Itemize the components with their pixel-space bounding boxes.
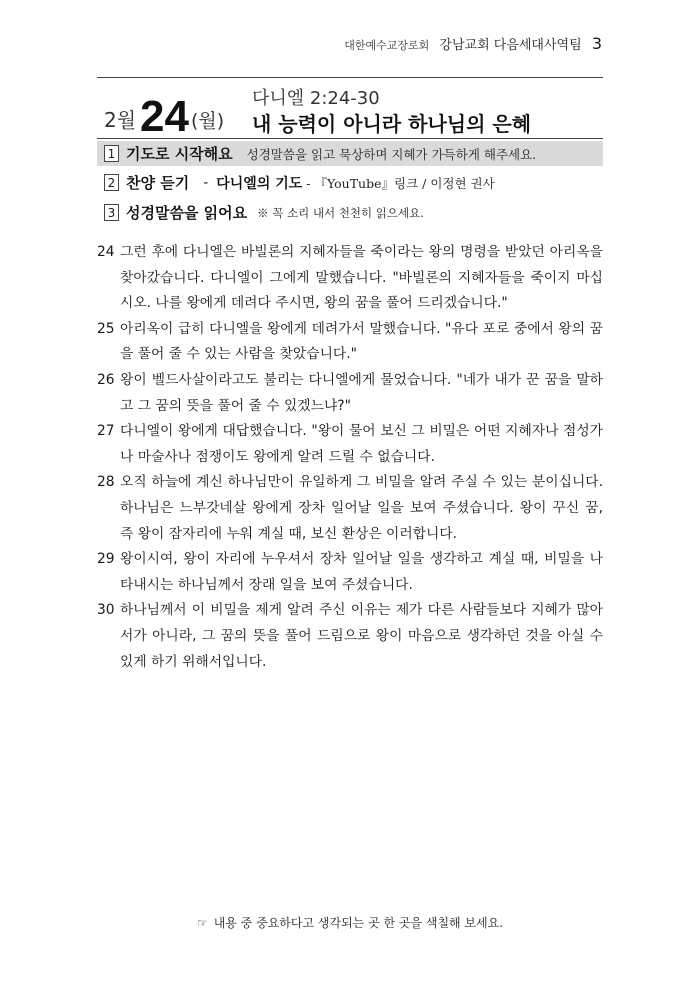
page-number: 3	[591, 34, 602, 53]
step-title: 찬양 듣기	[126, 174, 190, 192]
verse-text: 왕이시여, 왕이 자리에 누우셔서 장차 일어날 일을 생각하고 계실 때, 비밀을 나타내시는 하나님께서 장래 일을 보여 주셨습니다.	[120, 551, 603, 593]
step-dash: -	[203, 174, 209, 191]
reading-reference: 다니엘 2:24-30	[252, 88, 380, 109]
step-prayer	[97, 141, 603, 166]
step-title: 성경말씀을 읽어요	[126, 204, 248, 222]
step-note: ※ 꼭 소리 내서 천천히 읽으세요.	[257, 205, 424, 220]
verse	[97, 368, 603, 419]
verse-text: 아리옥이 급히 다니엘을 왕에게 데려가서 말했습니다. "유다 포로 중에서 왕의 꿈을 풀어 줄 수 있는 사람을 찾았습니다."	[120, 320, 603, 363]
verse	[97, 470, 603, 547]
org-name: 대한예수교장로회	[344, 39, 430, 52]
verse-text: 그런 후에 다니엘은 바빌론의 지혜자들을 죽이라는 왕의 명령을 받았던 아리옥을 찾아갔습니다. 다니엘이 그에게 말했습니다. "바빌론의 지혜자들을 죽이지 마십시오. 나를 왕에게 데려다 주시면, 왕의 꿈을 풀어 드리겠습니다."	[120, 244, 603, 312]
verse	[97, 240, 603, 317]
step-number-box: 3	[104, 204, 119, 221]
date-month: 2월	[104, 108, 137, 132]
song-title: 다니엘의 기도	[216, 175, 303, 192]
footer-instruction	[0, 914, 700, 931]
header-divider	[97, 138, 603, 139]
verse-number: 26	[97, 371, 115, 388]
verse	[97, 317, 603, 368]
verse-number: 30	[97, 602, 115, 619]
verse-text: 오직 하늘에 계신 하나님만이 유일하게 그 비밀을 알려 주실 수 있는 분이십니다. 하나님은 느부갓네살 왕에게 장차 일어날 일을 보여 주셨습니다. 왕이 꾸신 꿈, 즉 왕이 잠자리에 누워 계실 때, 보신 환상은 이러합니다.	[120, 474, 603, 542]
date-block	[104, 83, 224, 139]
page-header	[344, 34, 602, 53]
step-worship-song	[104, 170, 495, 195]
step-title: 기도로 시작해요	[126, 145, 233, 163]
date-weekday: (월)	[191, 110, 225, 132]
team-name: 강남교회 다음세대사역팀	[439, 38, 582, 53]
verse	[97, 547, 603, 598]
verse-text: 왕이 벨드사살이라고도 불리는 다니엘에게 물었습니다. "네가 내가 꾼 꿈을 말하고 그 꿈의 뜻을 풀어 줄 수 있겠느냐?"	[120, 371, 603, 414]
step-number-box: 1	[104, 145, 119, 162]
top-divider	[97, 77, 603, 78]
pointing-hand-icon: ☞	[196, 916, 208, 930]
verse-number: 25	[97, 320, 115, 337]
verse	[97, 419, 603, 470]
reading-title: 내 능력이 아니라 하나님의 은혜	[252, 112, 532, 136]
verse-text: 하나님께서 이 비밀을 제게 알려 주신 이유는 제가 다른 사람들보다 지혜가 많아서가 아니라, 그 꿈의 뜻을 풀어 드림으로 왕이 마음으로 생각하던 것을 아실 수 있게 하기 위해서입니다.	[120, 602, 603, 670]
verse-number: 29	[97, 551, 115, 568]
date-day: 24	[140, 92, 189, 141]
step-number-box: 2	[104, 174, 119, 191]
verse-text: 다니엘이 왕에게 대답했습니다. "왕이 물어 보신 그 비밀은 어떤 지혜자나 점성가나 마술사나 점쟁이도 왕에게 알려 드릴 수 없습니다.	[120, 423, 603, 465]
scripture-passage	[97, 240, 603, 675]
verse-number: 24	[97, 244, 115, 260]
verse-number: 28	[97, 474, 115, 491]
verse	[97, 598, 603, 675]
footer-note-text: 내용 중 중요하다고 생각되는 곳 한 곳을 색칠해 보세요.	[213, 916, 504, 930]
verse-number: 27	[97, 423, 115, 440]
step-read-scripture	[104, 200, 424, 225]
youtube-link[interactable]: - 『YouTube』링크 / 이정현 권사	[306, 175, 495, 191]
step-description: 성경말씀을 읽고 묵상하며 지혜가 가득하게 해주세요.	[246, 146, 537, 162]
